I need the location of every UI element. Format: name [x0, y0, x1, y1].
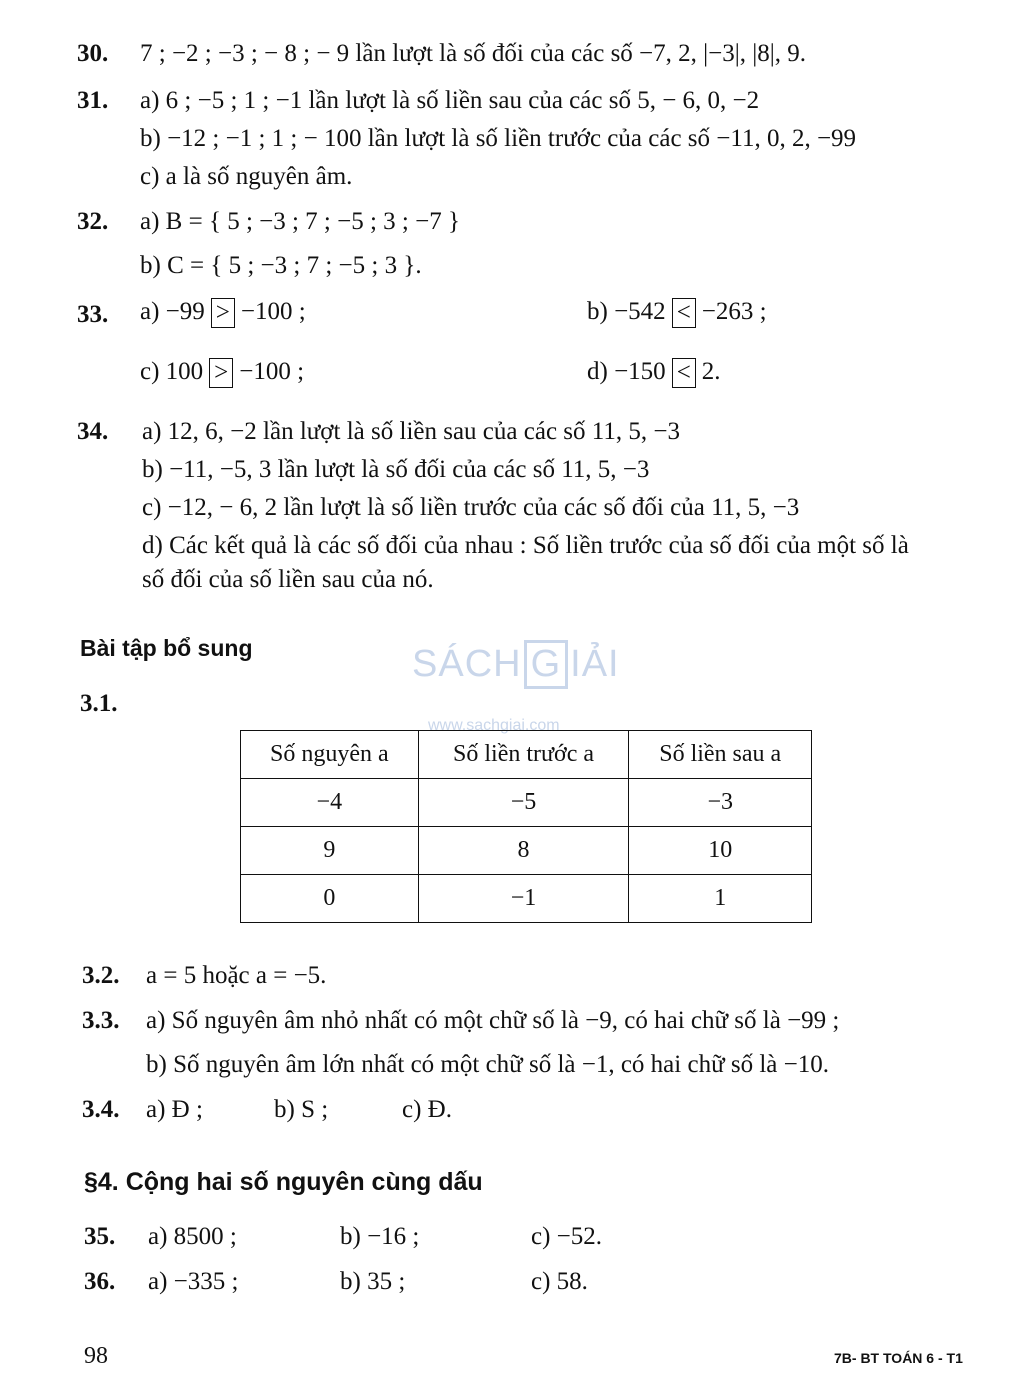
table-cell: 0	[241, 875, 419, 923]
exercise-34-b: b) −11, −5, 3 lần lượt là số đối của các số 11, 5, −3	[142, 456, 650, 483]
exercise-34-a: a) 12, 6, −2 lần lượt là số liền sau của các số 11, 5, −3	[142, 418, 680, 445]
exercise-36-b: b) 35 ;	[340, 1268, 406, 1295]
exercise-3-3-number: 3.3.	[82, 1007, 120, 1034]
exercise-34-c: c) −12, − 6, 2 lần lượt là số liền trước của các số đối của 11, 5, −3	[142, 494, 800, 521]
table-row	[241, 875, 812, 923]
section-4-heading: §4. Cộng hai số nguyên cùng dấu	[84, 1168, 483, 1196]
table-cell: −3	[629, 779, 812, 827]
exercise-33-b-left: b) −542	[587, 298, 666, 325]
exercise-31-a: a) 6 ; −5 ; 1 ; −1 lần lượt là số liền sau của các số 5, − 6, 0, −2	[140, 87, 760, 114]
page-number: 98	[84, 1343, 108, 1369]
exercise-33-a-compare-box: >	[211, 298, 235, 328]
exercise-34-d-line1: d) Các kết quả là các số đối của nhau : Số liền trước của số đối của một số là	[142, 532, 909, 559]
table-cell: 10	[629, 827, 812, 875]
watermark-url: www.sachgiai.com	[428, 717, 560, 734]
exercise-33-c-right: −100 ;	[239, 358, 305, 385]
neighbor-number-table	[240, 730, 812, 923]
table-cell: −4	[241, 779, 419, 827]
exercise-33-number: 33.	[77, 301, 109, 328]
exercise-33-c-left: c) 100	[140, 358, 204, 385]
exercise-33-d	[587, 358, 721, 388]
table-header: Số liền sau a	[629, 731, 812, 779]
exercise-33-d-left: d) −150	[587, 358, 666, 385]
exercise-3-4-b: b) S ;	[274, 1096, 329, 1123]
exercise-33-c	[140, 358, 304, 388]
exercise-3-4-a: a) Đ ;	[146, 1096, 203, 1123]
exercise-33-c-compare-box: >	[209, 358, 233, 388]
exercise-3-3-a: a) Số nguyên âm nhỏ nhất có một chữ số là −9, có hai chữ số là −99 ;	[146, 1007, 840, 1034]
exercise-30-text: 7 ; −2 ; −3 ; − 8 ; − 9 lần lượt là số đối của các số −7, 2, |−3|, |8|, 9.	[140, 40, 807, 67]
watermark-logo: SÁCH G IẢI	[412, 640, 620, 689]
exercise-33-b-compare-box: <	[672, 298, 696, 328]
exercise-31-b: b) −12 ; −1 ; 1 ; − 100 lần lượt là số liền trước của các số −11, 0, 2, −99	[140, 125, 857, 152]
exercise-3-4-number: 3.4.	[82, 1096, 120, 1123]
exercise-3-2-text: a = 5 hoặc a = −5.	[146, 962, 327, 989]
table-cell: 9	[241, 827, 419, 875]
table-row	[241, 827, 812, 875]
exercise-31-number: 31.	[77, 87, 109, 114]
table-cell: −5	[418, 779, 629, 827]
exercise-34-d-line2: số đối của số liền sau của nó.	[142, 566, 434, 593]
exercise-33-b-right: −263 ;	[701, 298, 767, 325]
exercise-35-number: 35.	[84, 1223, 116, 1250]
table-cell: 8	[418, 827, 629, 875]
exercise-33-a-right: −100 ;	[240, 298, 306, 325]
table-cell: −1	[418, 875, 629, 923]
exercise-36-c: c) 58.	[531, 1268, 588, 1295]
exercise-3-1-number: 3.1.	[80, 690, 118, 717]
table-header: Số liền trước a	[418, 731, 629, 779]
exercise-31-c: c) a là số nguyên âm.	[140, 163, 353, 190]
supplement-heading: Bài tập bổ sung	[80, 635, 253, 661]
table-header-row	[241, 731, 812, 779]
exercise-32-a: a) B = { 5 ; −3 ; 7 ; −5 ; 3 ; −7 }	[140, 208, 460, 235]
exercise-33-d-compare-box: <	[672, 358, 696, 388]
table-cell: 1	[629, 875, 812, 923]
exercise-35-c: c) −52.	[531, 1223, 603, 1250]
exercise-35-a: a) 8500 ;	[148, 1223, 237, 1250]
exercise-33-a-left: a) −99	[140, 298, 205, 325]
exercise-32-b: b) C = { 5 ; −3 ; 7 ; −5 ; 3 }.	[140, 252, 422, 279]
exercise-32-number: 32.	[77, 208, 109, 235]
exercise-35-b: b) −16 ;	[340, 1223, 420, 1250]
table-row	[241, 779, 812, 827]
table-header: Số nguyên a	[241, 731, 419, 779]
exercise-3-2-number: 3.2.	[82, 962, 120, 989]
exercise-3-3-b: b) Số nguyên âm lớn nhất có một chữ số là −1, có hai chữ số là −10.	[146, 1051, 829, 1078]
exercise-33-b	[587, 298, 767, 328]
footer-code: 7B- BT TOÁN 6 - T1	[834, 1350, 963, 1366]
exercise-34-number: 34.	[77, 418, 109, 445]
exercise-36-a: a) −335 ;	[148, 1268, 239, 1295]
exercise-30-number: 30.	[77, 40, 109, 67]
exercise-33-d-right: 2.	[701, 358, 721, 385]
exercise-33-a	[140, 298, 306, 328]
exercise-36-number: 36.	[84, 1268, 116, 1295]
exercise-3-4-c: c) Đ.	[402, 1096, 452, 1123]
